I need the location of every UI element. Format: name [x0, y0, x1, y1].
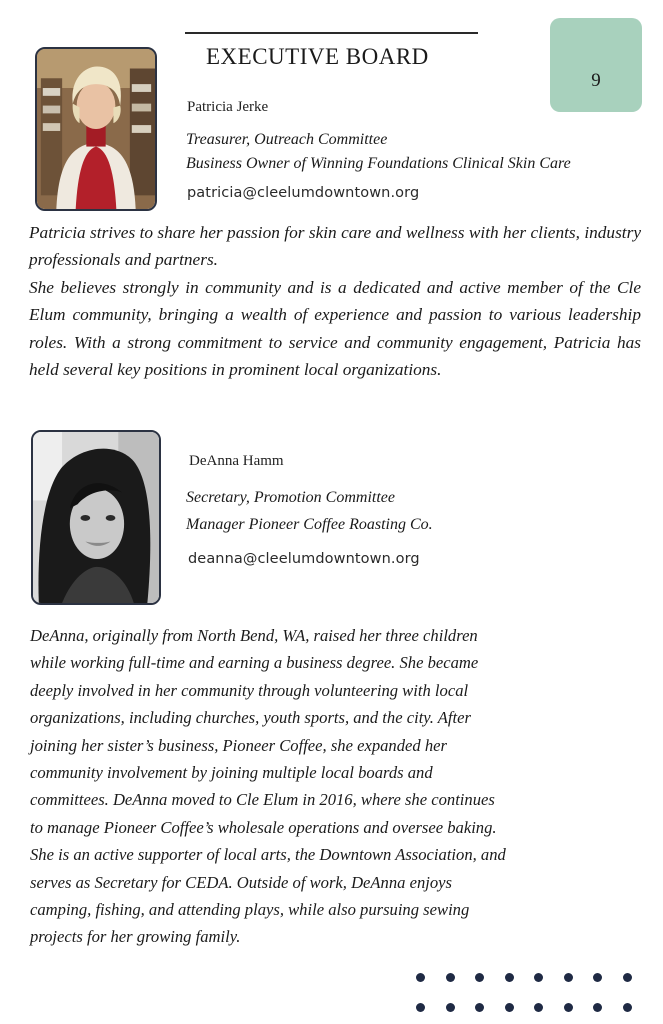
member-email[interactable]: deanna@cleelumdowntown.org: [188, 551, 420, 567]
bio-line: projects for her growing family.: [30, 927, 241, 947]
member-role: Business Owner of Winning Foundations Clinical Skin Care: [186, 155, 571, 172]
member-role: Secretary, Promotion Committee: [186, 489, 395, 506]
deanna-photo: [31, 430, 161, 605]
header-rule: [185, 32, 478, 34]
decorative-dot: [416, 1003, 425, 1012]
decorative-dot: [475, 1003, 484, 1012]
bio-line: while working full-time and earning a business degree. She became: [30, 653, 479, 673]
decorative-dot: [505, 1003, 514, 1012]
member-role: Treasurer, Outreach Committee: [186, 131, 388, 148]
bio-paragraph: Patricia strives to share her passion for skin care and wellness with her clients, industry professionals and partners.: [29, 223, 641, 270]
decorative-dot: [564, 973, 573, 982]
bio-paragraph: She believes strongly in community and is a dedicated and active member of the Cle Elum community, bringing a wealth of experience and passion to various leadership roles. With a strong commitment to service and community engagement, Patricia has held several key positions in prominent local organizations.: [29, 277, 641, 380]
decorative-dot: [416, 973, 425, 982]
patricia-photo: [35, 47, 157, 211]
decorative-dot: [534, 1003, 543, 1012]
bio-line: DeAnna, originally from North Bend, WA, raised her three children: [30, 626, 478, 645]
page-number: 9: [591, 70, 601, 91]
bio-line: She is an active supporter of local arts, the Downtown Association, and: [30, 845, 506, 865]
bio-line: organizations, including churches, youth sports, and the city. After: [30, 708, 471, 728]
bio-line: committees. DeAnna moved to Cle Elum in 2016, where she continues: [30, 790, 495, 810]
member-email[interactable]: patricia@cleelumdowntown.org: [187, 185, 420, 201]
decorative-dot: [446, 1003, 455, 1012]
bio-line: serves as Secretary for CEDA. Outside of work, DeAnna enjoys: [30, 872, 452, 892]
decorative-dot: [593, 973, 602, 982]
member-bio: [30, 622, 630, 951]
member-name: Patricia Jerke: [187, 99, 269, 115]
bio-line: joining her sister’s business, Pioneer Coffee, she expanded her: [30, 735, 447, 755]
page-title: EXECUTIVE BOARD: [206, 44, 429, 69]
decorative-dot: [475, 973, 484, 982]
decorative-dot: [623, 973, 632, 982]
bio-line: community involvement by joining multiple local boards and: [30, 763, 433, 783]
member-name: DeAnna Hamm: [189, 453, 284, 469]
bio-line: camping, fishing, and attending plays, while also pursuing sewing: [30, 900, 470, 920]
member-bio: [29, 219, 641, 383]
page-number-badge: [550, 18, 642, 112]
decorative-dot: [593, 1003, 602, 1012]
decorative-dot: [505, 973, 514, 982]
member-role: Manager Pioneer Coffee Roasting Co.: [186, 516, 433, 533]
bio-line: deeply involved in her community through volunteering with local: [30, 680, 469, 700]
decorative-dot: [623, 1003, 632, 1012]
decorative-dot: [446, 973, 455, 982]
bio-line: to manage Pioneer Coffee’s wholesale operations and oversee baking.: [30, 817, 497, 837]
decorative-dot: [534, 973, 543, 982]
decorative-dot: [564, 1003, 573, 1012]
